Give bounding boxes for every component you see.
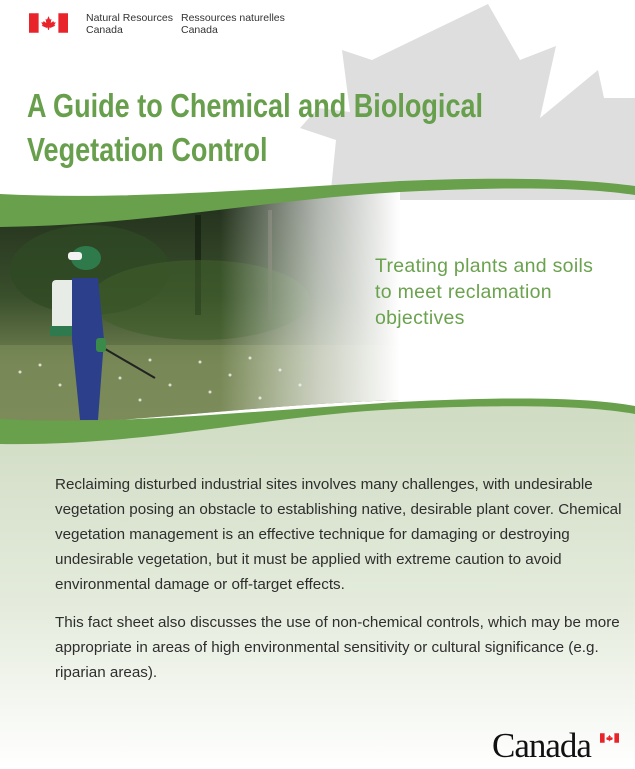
canada-flag-icon	[29, 13, 68, 33]
wordmark-text: Canada	[492, 726, 591, 765]
department-en-line2: Canada	[86, 24, 123, 36]
page-title	[27, 84, 503, 172]
department-en-line1: Natural Resources	[86, 12, 173, 24]
subtitle-line2: to meet reclamation	[375, 281, 552, 303]
subtitle-line1: Treating plants and soils	[375, 255, 594, 277]
title-line1: A Guide to Chemical and Biological	[27, 87, 484, 124]
department-fr-line1: Ressources naturelles	[181, 12, 285, 24]
intro-paragraph: Reclaiming disturbed industrial sites involves many challenges, with undesirable vegetation posing an obstacle to establishing native, desirable plant cover. Chemical vegetation management is an effective technique for damaging or destroying undesirable vegetation, but it must be applied with extreme caution to avoid environmental damage or off-target effects.	[55, 476, 622, 593]
department-fr-line2: Canada	[181, 24, 218, 36]
title-line2: Vegetation Control	[27, 131, 268, 168]
canada-wordmark	[492, 728, 622, 764]
subtitle	[375, 253, 593, 331]
wordmark-flag-icon	[600, 733, 619, 743]
department-name-en	[86, 12, 173, 36]
department-name-fr	[181, 12, 285, 36]
subtitle-line3: objectives	[375, 307, 465, 329]
second-paragraph: This fact sheet also discusses the use of non-chemical controls, which may be more appropriate in areas of high environmental sensitivity or cultural significance (e.g. riparian areas).	[55, 614, 620, 681]
